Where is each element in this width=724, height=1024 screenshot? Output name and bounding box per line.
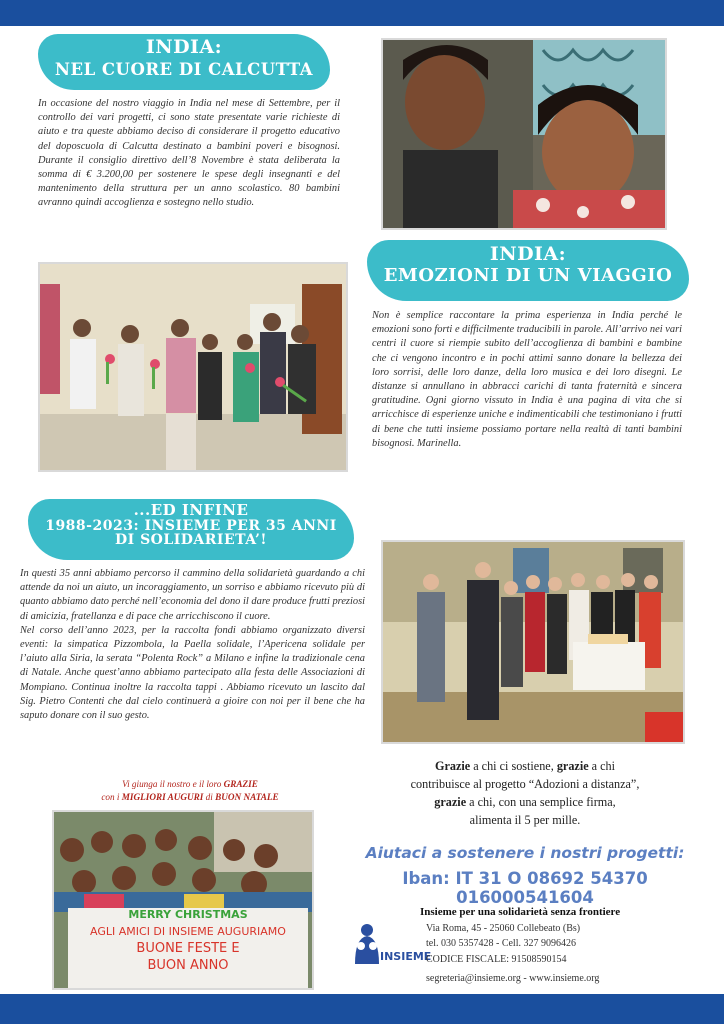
section-title-calcutta <box>38 34 330 90</box>
org-address: Via Roma, 45 - 25060 Collebeato (Bs) <box>426 922 581 934</box>
iban-line: Iban: IT 31 O 08692 54370 016000541604 <box>402 869 648 907</box>
org-name: Insieme per una solidarietà senza frontiere <box>420 906 621 918</box>
photo-anniversary-celebration <box>381 540 685 744</box>
section-title-line: ...ED INFINE <box>133 501 249 519</box>
emozioni-paragraph: Non è semplice raccontare la prima esperienza in India perché le emozioni sono forti e difficilmente traducibili in parole. All’arrivo nei vari centri il cuore si riempie subito dell’accoglienza di bambini e bambine che ci vengono incontro e in pochi attimi sanno donare la bellezza dei loro sorrisi, delle loro danze, della loro musica e dei loro disegni. Le distanze si annullano in abbracci carichi di tanta fraternità e sincera gratitudine. Ogni giorno vissuto in India è una pagina di vita che si arricchisce di esperienze uniche e indimenticabili che testimoniano i frutti di bene che tutti insieme possiamo portare nella realtà di tanti bambini bisognosi. Marinella. <box>372 310 682 449</box>
bottom-blue-bar <box>0 994 724 1024</box>
org-tax-code: CODICE FISCALE: 91508590154 <box>426 953 567 965</box>
calcutta-paragraph: In occasione del nostro viaggio in India nel mese di Settembre, per il controllo dei vari progetti, ci sono state presentate varie richieste di aiuto e tra queste abbiamo deciso di considerare il progetto educativo del doposcuola di Calcutta destinato a bambini poveri e bisognosi. Durante il consiglio direttivo dell’8 Novembre è stata deliberata la somma di € 3.200,00 per sostenere le spese degli insegnanti e del mantenimento della struttura per un anno scolastico. 80 bambini avranno quindi accoglienza e sostegno nello studio. <box>38 98 340 209</box>
org-contacts[interactable]: segreteria@insieme.org - www.insieme.org <box>426 973 600 984</box>
section-title-35-anni <box>28 499 354 560</box>
logo-wordmark: INSIEME <box>380 950 432 963</box>
section-title-line: DI SOLIDARIETA’! <box>115 532 267 549</box>
people-logo-icon <box>352 922 382 966</box>
section-title-line: 1988-2023: INSIEME PER 35 ANNI <box>45 517 337 534</box>
photo-indian-girls <box>381 38 667 230</box>
section-title-line: INDIA: <box>145 36 223 58</box>
thanks-and-wishes-note: Vi giunga il nostro e il loro GRAZIE con i MIGLIORI AUGURI di BUON NATALE <box>101 779 279 802</box>
35-anni-paragraph: In questi 35 anni abbiamo percorso il cammino della solidarietà guardando a chi attende da noi un aiuto, un incoraggiamento, un sorriso e abbiamo ricevuto più di quanto abbiamo dato perché nell’economia del dono il dare produce frutti preziosi di amicizia, fratellanza e di pace che arricchiscono il cuore. Nel corso dell’anno 2023, per la raccolta fondi abbiamo organizzato diversi eventi: la simpatica Pizzombola, la Paella solidale, l’Apericena solidale per l’aiuto alla Siria, la serata “Polenta Rock” a Milano e infine la tradizionale cena di Natale. Anche quest’anno abbiamo partecipato alla festa delle Associazioni di Mompiano. Continua inoltre la raccolta tappi . Abbiamo ricevuto un lascito dal Sig. Pietro Contenti che dal cielo continuerà a gioire con noi per il bene che ha saputo donare con il suo gesto. <box>20 568 365 722</box>
photo-group-with-flowers <box>38 262 348 472</box>
section-title-emozioni <box>367 240 689 301</box>
appeal-headline: Aiutaci a sostenere i nostri progetti: <box>365 844 685 862</box>
grazie-message: Grazie a chi ci sostiene, grazie a chi contribuisce al progetto “Adozioni a distanza”, grazie a chi, con una semplice firma, alimenta il 5 per mille. <box>410 759 640 827</box>
banner-text: MERRY CHRISTMAS AGLI AMICI DI INSIEME AUGURIAMO BUONE FESTE E BUON ANNO <box>90 908 286 973</box>
section-title-line: INDIA: <box>489 243 567 265</box>
org-phone: tel. 030 5357428 - Cell. 327 9096426 <box>426 938 576 949</box>
organization-info <box>420 905 680 987</box>
top-blue-bar <box>0 0 724 26</box>
photo-children-christmas-banner <box>52 810 314 990</box>
section-title-line: EMOZIONI DI UN VIAGGIO <box>383 264 673 286</box>
section-title-line: NEL CUORE DI CALCUTTA <box>54 59 314 79</box>
